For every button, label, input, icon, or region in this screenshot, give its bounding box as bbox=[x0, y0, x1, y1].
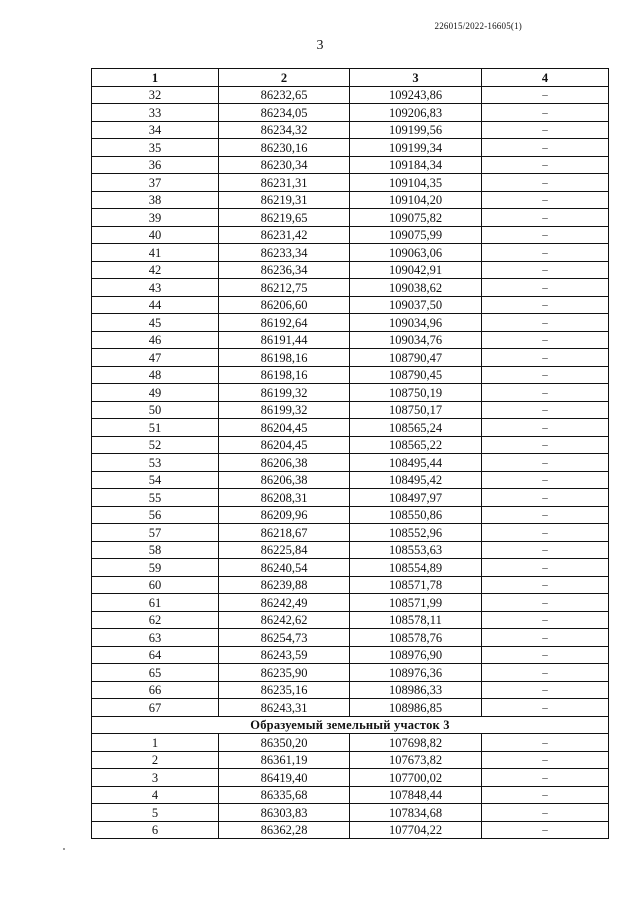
table-header-row bbox=[92, 69, 609, 87]
note-cell: – bbox=[482, 104, 609, 122]
table-row bbox=[92, 139, 609, 157]
point-number-cell: 45 bbox=[92, 314, 219, 332]
note-cell: – bbox=[482, 331, 609, 349]
point-number-cell: 37 bbox=[92, 174, 219, 192]
page-number: 3 bbox=[316, 38, 324, 53]
x-coordinate-cell: 86206,60 bbox=[219, 296, 350, 314]
note-cell: – bbox=[482, 541, 609, 559]
x-coordinate-cell: 86243,31 bbox=[219, 699, 350, 717]
note-cell: – bbox=[482, 594, 609, 612]
table-row bbox=[92, 314, 609, 332]
point-number-cell: 60 bbox=[92, 576, 219, 594]
point-number-cell: 2 bbox=[92, 751, 219, 769]
table-row bbox=[92, 296, 609, 314]
x-coordinate-cell: 86233,34 bbox=[219, 244, 350, 262]
point-number-cell: 54 bbox=[92, 471, 219, 489]
note-cell: – bbox=[482, 419, 609, 437]
point-number-cell: 52 bbox=[92, 436, 219, 454]
x-coordinate-cell: 86204,45 bbox=[219, 436, 350, 454]
x-coordinate-cell: 86198,16 bbox=[219, 349, 350, 367]
x-coordinate-cell: 86212,75 bbox=[219, 279, 350, 297]
point-number-cell: 41 bbox=[92, 244, 219, 262]
table-row bbox=[92, 681, 609, 699]
note-cell: – bbox=[482, 611, 609, 629]
note-cell: – bbox=[482, 296, 609, 314]
x-coordinate-cell: 86362,28 bbox=[219, 821, 350, 839]
point-number-cell: 1 bbox=[92, 734, 219, 752]
y-coordinate-cell: 109038,62 bbox=[350, 279, 482, 297]
table-row bbox=[92, 436, 609, 454]
point-number-cell: 65 bbox=[92, 664, 219, 682]
note-cell: – bbox=[482, 454, 609, 472]
y-coordinate-cell: 109075,82 bbox=[350, 209, 482, 227]
y-coordinate-cell: 109034,96 bbox=[350, 314, 482, 332]
table-row bbox=[92, 471, 609, 489]
table-row bbox=[92, 664, 609, 682]
y-coordinate-cell: 108495,44 bbox=[350, 454, 482, 472]
note-cell: – bbox=[482, 366, 609, 384]
y-coordinate-cell: 109037,50 bbox=[350, 296, 482, 314]
x-coordinate-cell: 86350,20 bbox=[219, 734, 350, 752]
point-number-cell: 32 bbox=[92, 86, 219, 104]
table-row bbox=[92, 384, 609, 402]
y-coordinate-cell: 108497,97 bbox=[350, 489, 482, 507]
point-number-cell: 43 bbox=[92, 279, 219, 297]
note-cell: – bbox=[482, 226, 609, 244]
note-cell: – bbox=[482, 121, 609, 139]
y-coordinate-cell: 109063,06 bbox=[350, 244, 482, 262]
x-coordinate-cell: 86243,59 bbox=[219, 646, 350, 664]
x-coordinate-cell: 86192,64 bbox=[219, 314, 350, 332]
x-coordinate-cell: 86206,38 bbox=[219, 454, 350, 472]
column-header: 3 bbox=[350, 69, 482, 87]
table-row bbox=[92, 734, 609, 752]
x-coordinate-cell: 86199,32 bbox=[219, 401, 350, 419]
point-number-cell: 33 bbox=[92, 104, 219, 122]
point-number-cell: 5 bbox=[92, 804, 219, 822]
table-row bbox=[92, 86, 609, 104]
coordinates-table bbox=[91, 68, 609, 839]
point-number-cell: 39 bbox=[92, 209, 219, 227]
point-number-cell: 51 bbox=[92, 419, 219, 437]
y-coordinate-cell: 109199,56 bbox=[350, 121, 482, 139]
note-cell: – bbox=[482, 174, 609, 192]
table-row bbox=[92, 209, 609, 227]
note-cell: – bbox=[482, 401, 609, 419]
y-coordinate-cell: 108578,11 bbox=[350, 611, 482, 629]
note-cell: – bbox=[482, 436, 609, 454]
table-row bbox=[92, 244, 609, 262]
column-header: 4 bbox=[482, 69, 609, 87]
y-coordinate-cell: 108750,19 bbox=[350, 384, 482, 402]
point-number-cell: 59 bbox=[92, 559, 219, 577]
point-number-cell: 40 bbox=[92, 226, 219, 244]
y-coordinate-cell: 109104,20 bbox=[350, 191, 482, 209]
x-coordinate-cell: 86303,83 bbox=[219, 804, 350, 822]
x-coordinate-cell: 86236,34 bbox=[219, 261, 350, 279]
x-coordinate-cell: 86206,38 bbox=[219, 471, 350, 489]
table-row bbox=[92, 524, 609, 542]
note-cell: – bbox=[482, 524, 609, 542]
point-number-cell: 49 bbox=[92, 384, 219, 402]
x-coordinate-cell: 86242,62 bbox=[219, 611, 350, 629]
column-header: 2 bbox=[219, 69, 350, 87]
y-coordinate-cell: 108571,78 bbox=[350, 576, 482, 594]
y-coordinate-cell: 107700,02 bbox=[350, 769, 482, 787]
x-coordinate-cell: 86234,05 bbox=[219, 104, 350, 122]
note-cell: – bbox=[482, 139, 609, 157]
table-row bbox=[92, 226, 609, 244]
x-coordinate-cell: 86209,96 bbox=[219, 506, 350, 524]
note-cell: – bbox=[482, 646, 609, 664]
table-row bbox=[92, 191, 609, 209]
table-row bbox=[92, 751, 609, 769]
note-cell: – bbox=[482, 804, 609, 822]
x-coordinate-cell: 86361,19 bbox=[219, 751, 350, 769]
y-coordinate-cell: 108986,33 bbox=[350, 681, 482, 699]
point-number-cell: 50 bbox=[92, 401, 219, 419]
y-coordinate-cell: 108553,63 bbox=[350, 541, 482, 559]
table-row bbox=[92, 156, 609, 174]
x-coordinate-cell: 86219,31 bbox=[219, 191, 350, 209]
note-cell: – bbox=[482, 279, 609, 297]
section-title: Образуемый земельный участок 3 bbox=[92, 716, 609, 734]
point-number-cell: 58 bbox=[92, 541, 219, 559]
y-coordinate-cell: 108750,17 bbox=[350, 401, 482, 419]
y-coordinate-cell: 108790,45 bbox=[350, 366, 482, 384]
note-cell: – bbox=[482, 559, 609, 577]
note-cell: – bbox=[482, 209, 609, 227]
table-row bbox=[92, 594, 609, 612]
table-row bbox=[92, 559, 609, 577]
y-coordinate-cell: 109184,34 bbox=[350, 156, 482, 174]
note-cell: – bbox=[482, 576, 609, 594]
x-coordinate-cell: 86235,16 bbox=[219, 681, 350, 699]
y-coordinate-cell: 107673,82 bbox=[350, 751, 482, 769]
point-number-cell: 38 bbox=[92, 191, 219, 209]
y-coordinate-cell: 109034,76 bbox=[350, 331, 482, 349]
y-coordinate-cell: 109206,83 bbox=[350, 104, 482, 122]
y-coordinate-cell: 108554,89 bbox=[350, 559, 482, 577]
note-cell: – bbox=[482, 821, 609, 839]
point-number-cell: 63 bbox=[92, 629, 219, 647]
table-row bbox=[92, 646, 609, 664]
y-coordinate-cell: 107704,22 bbox=[350, 821, 482, 839]
x-coordinate-cell: 86230,34 bbox=[219, 156, 350, 174]
point-number-cell: 42 bbox=[92, 261, 219, 279]
y-coordinate-cell: 109199,34 bbox=[350, 139, 482, 157]
point-number-cell: 3 bbox=[92, 769, 219, 787]
point-number-cell: 36 bbox=[92, 156, 219, 174]
x-coordinate-cell: 86231,42 bbox=[219, 226, 350, 244]
table-row bbox=[92, 279, 609, 297]
column-header: 1 bbox=[92, 69, 219, 87]
y-coordinate-cell: 108986,85 bbox=[350, 699, 482, 717]
x-coordinate-cell: 86240,54 bbox=[219, 559, 350, 577]
note-cell: – bbox=[482, 261, 609, 279]
document-number: 226015/2022-16605(1) bbox=[434, 21, 522, 31]
note-cell: – bbox=[482, 629, 609, 647]
table-row bbox=[92, 541, 609, 559]
point-number-cell: 53 bbox=[92, 454, 219, 472]
table-row bbox=[92, 611, 609, 629]
point-number-cell: 62 bbox=[92, 611, 219, 629]
point-number-cell: 66 bbox=[92, 681, 219, 699]
x-coordinate-cell: 86208,31 bbox=[219, 489, 350, 507]
point-number-cell: 67 bbox=[92, 699, 219, 717]
table-body bbox=[92, 86, 609, 839]
note-cell: – bbox=[482, 786, 609, 804]
y-coordinate-cell: 108495,42 bbox=[350, 471, 482, 489]
point-number-cell: 6 bbox=[92, 821, 219, 839]
note-cell: – bbox=[482, 384, 609, 402]
x-coordinate-cell: 86225,84 bbox=[219, 541, 350, 559]
x-coordinate-cell: 86419,40 bbox=[219, 769, 350, 787]
scan-speck bbox=[63, 848, 65, 850]
table-row bbox=[92, 699, 609, 717]
y-coordinate-cell: 108578,76 bbox=[350, 629, 482, 647]
section-header-row bbox=[92, 716, 609, 734]
y-coordinate-cell: 109075,99 bbox=[350, 226, 482, 244]
x-coordinate-cell: 86232,65 bbox=[219, 86, 350, 104]
table-row bbox=[92, 401, 609, 419]
point-number-cell: 34 bbox=[92, 121, 219, 139]
x-coordinate-cell: 86239,88 bbox=[219, 576, 350, 594]
table-row bbox=[92, 506, 609, 524]
point-number-cell: 55 bbox=[92, 489, 219, 507]
note-cell: – bbox=[482, 314, 609, 332]
x-coordinate-cell: 86231,31 bbox=[219, 174, 350, 192]
table-row bbox=[92, 331, 609, 349]
table-row bbox=[92, 629, 609, 647]
point-number-cell: 64 bbox=[92, 646, 219, 664]
note-cell: – bbox=[482, 699, 609, 717]
y-coordinate-cell: 107848,44 bbox=[350, 786, 482, 804]
x-coordinate-cell: 86199,32 bbox=[219, 384, 350, 402]
note-cell: – bbox=[482, 349, 609, 367]
note-cell: – bbox=[482, 156, 609, 174]
y-coordinate-cell: 108552,96 bbox=[350, 524, 482, 542]
x-coordinate-cell: 86234,32 bbox=[219, 121, 350, 139]
y-coordinate-cell: 108550,86 bbox=[350, 506, 482, 524]
y-coordinate-cell: 108565,22 bbox=[350, 436, 482, 454]
table-row bbox=[92, 121, 609, 139]
note-cell: – bbox=[482, 769, 609, 787]
point-number-cell: 61 bbox=[92, 594, 219, 612]
note-cell: – bbox=[482, 734, 609, 752]
table-row bbox=[92, 786, 609, 804]
y-coordinate-cell: 109104,35 bbox=[350, 174, 482, 192]
table-row bbox=[92, 349, 609, 367]
y-coordinate-cell: 108565,24 bbox=[350, 419, 482, 437]
table-row bbox=[92, 769, 609, 787]
x-coordinate-cell: 86191,44 bbox=[219, 331, 350, 349]
table-row bbox=[92, 366, 609, 384]
table-row bbox=[92, 576, 609, 594]
x-coordinate-cell: 86198,16 bbox=[219, 366, 350, 384]
point-number-cell: 57 bbox=[92, 524, 219, 542]
y-coordinate-cell: 108976,90 bbox=[350, 646, 482, 664]
point-number-cell: 44 bbox=[92, 296, 219, 314]
y-coordinate-cell: 108571,99 bbox=[350, 594, 482, 612]
x-coordinate-cell: 86335,68 bbox=[219, 786, 350, 804]
note-cell: – bbox=[482, 244, 609, 262]
note-cell: – bbox=[482, 86, 609, 104]
table-row bbox=[92, 489, 609, 507]
point-number-cell: 4 bbox=[92, 786, 219, 804]
point-number-cell: 35 bbox=[92, 139, 219, 157]
x-coordinate-cell: 86254,73 bbox=[219, 629, 350, 647]
x-coordinate-cell: 86218,67 bbox=[219, 524, 350, 542]
note-cell: – bbox=[482, 506, 609, 524]
note-cell: – bbox=[482, 751, 609, 769]
table-row bbox=[92, 261, 609, 279]
y-coordinate-cell: 109243,86 bbox=[350, 86, 482, 104]
y-coordinate-cell: 109042,91 bbox=[350, 261, 482, 279]
x-coordinate-cell: 86204,45 bbox=[219, 419, 350, 437]
point-number-cell: 48 bbox=[92, 366, 219, 384]
y-coordinate-cell: 108790,47 bbox=[350, 349, 482, 367]
table-row bbox=[92, 804, 609, 822]
table-row bbox=[92, 821, 609, 839]
y-coordinate-cell: 107698,82 bbox=[350, 734, 482, 752]
point-number-cell: 47 bbox=[92, 349, 219, 367]
note-cell: – bbox=[482, 681, 609, 699]
table-row bbox=[92, 104, 609, 122]
note-cell: – bbox=[482, 489, 609, 507]
x-coordinate-cell: 86219,65 bbox=[219, 209, 350, 227]
x-coordinate-cell: 86242,49 bbox=[219, 594, 350, 612]
table-row bbox=[92, 419, 609, 437]
table-row bbox=[92, 454, 609, 472]
note-cell: – bbox=[482, 664, 609, 682]
point-number-cell: 56 bbox=[92, 506, 219, 524]
table-row bbox=[92, 174, 609, 192]
y-coordinate-cell: 107834,68 bbox=[350, 804, 482, 822]
x-coordinate-cell: 86235,90 bbox=[219, 664, 350, 682]
note-cell: – bbox=[482, 471, 609, 489]
point-number-cell: 46 bbox=[92, 331, 219, 349]
note-cell: – bbox=[482, 191, 609, 209]
y-coordinate-cell: 108976,36 bbox=[350, 664, 482, 682]
x-coordinate-cell: 86230,16 bbox=[219, 139, 350, 157]
